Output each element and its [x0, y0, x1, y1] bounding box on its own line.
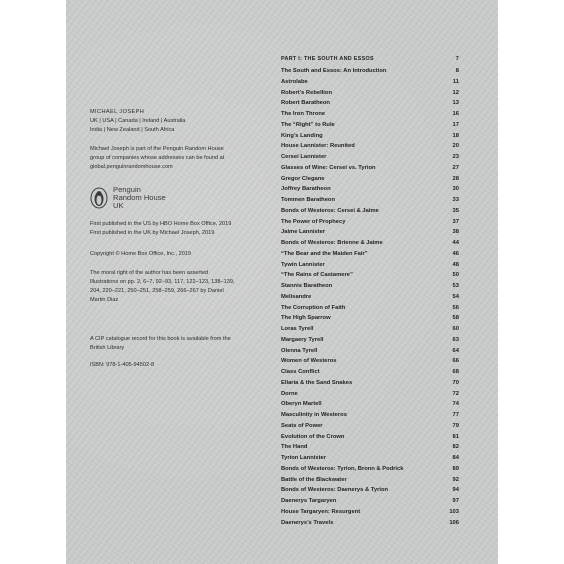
- toc-entry-title: Astrolabe: [281, 78, 308, 85]
- toc-entry: [281, 217, 459, 228]
- cip-note: [90, 335, 260, 353]
- toc-entry-page: 33: [452, 197, 459, 203]
- toc-entry: [281, 367, 459, 378]
- toc-entry-title: Stannis Baratheon: [281, 283, 333, 289]
- toc-entry-title: King’s Landing: [281, 132, 323, 139]
- toc-entry: [281, 389, 459, 400]
- cip-line: British Library: [90, 345, 125, 351]
- toc-entry: [281, 98, 459, 109]
- toc-entry-page: 72: [452, 390, 459, 397]
- toc-entry-page: 30: [452, 186, 459, 193]
- toc-entry: [281, 206, 459, 217]
- toc-entry-title: The Iron Throne: [281, 111, 326, 117]
- toc-entry: [281, 432, 459, 443]
- publisher-logo: [90, 186, 260, 210]
- toc-entry-page: 58: [452, 315, 459, 322]
- toc-entry: [281, 410, 459, 421]
- toc-entry-title: Joffrey Baratheon: [281, 186, 331, 193]
- toc-entry-title: Bonds of Westeros: Cersei & Jaime: [281, 207, 379, 214]
- toc-entry: [281, 184, 459, 195]
- toc-entry-page: 94: [452, 487, 459, 494]
- toc-entry: [281, 356, 459, 367]
- toc-entry-title: “The Rains of Castamere”: [281, 272, 353, 279]
- toc-entry-title: Dorne: [281, 390, 298, 397]
- toc-entry: [281, 475, 459, 486]
- toc-entry-page: 35: [452, 207, 459, 214]
- toc-entry: [281, 88, 459, 99]
- toc-entry-title: Daenerys’s Travels: [281, 519, 334, 526]
- toc-entry-page: 20: [452, 143, 459, 150]
- toc-entry-title: Evolution of the Crown: [281, 433, 345, 440]
- toc-entry: [281, 313, 459, 324]
- toc-entry-title: Loras Tyrell: [281, 326, 314, 332]
- toc-entry-page: 74: [452, 401, 459, 408]
- toc-entry-title: Class Conflict: [281, 369, 320, 375]
- imprint-name: MICHAEL JOSEPH: [90, 109, 145, 115]
- book-page: [66, 0, 498, 564]
- toc-entry-page: 79: [452, 422, 459, 429]
- toc-entry-page: 66: [452, 358, 459, 365]
- toc-entry-page: 11: [452, 78, 459, 85]
- toc-entry-page: 8: [455, 68, 459, 74]
- toc-entry: [281, 496, 459, 507]
- toc-entry-title: Masculinity in Westeros: [281, 412, 347, 418]
- toc-entry-page: 48: [452, 261, 459, 268]
- toc-entry-page: 28: [452, 175, 459, 182]
- toc-entry-page: 50: [452, 272, 459, 279]
- copyright-line: Copyright © Home Box Office, Inc., 2019: [90, 251, 192, 257]
- toc-entry-title: The Corruption of Faith: [281, 304, 346, 311]
- toc-entry: [281, 152, 459, 163]
- copyright-notice: [90, 250, 260, 259]
- toc-entry-title: The High Sparrow: [281, 315, 331, 322]
- group-note-line: Michael Joseph is part of the Penguin Random House: [90, 146, 224, 152]
- logo-line: Penguin: [113, 185, 141, 194]
- toc-entry-page: 106: [449, 519, 459, 526]
- toc-entry-page: 103: [449, 508, 459, 515]
- toc-entry-page: 18: [452, 132, 459, 139]
- toc-entry: [281, 335, 459, 346]
- toc-entry: [281, 174, 459, 185]
- toc-entry-title: Tommen Baratheon: [281, 197, 336, 203]
- toc-entry: [281, 292, 459, 303]
- toc-entry-title: House Lannister: Reunited: [281, 143, 355, 150]
- toc-entry: [281, 442, 459, 453]
- moral-rights-line: The moral right of the author has been asserted: [90, 270, 209, 276]
- toc-entry: [281, 227, 459, 238]
- toc-entry-page: 82: [452, 444, 459, 451]
- toc-entry: [281, 346, 459, 357]
- toc-entry-title: Bonds of Westeros: Daenerys & Tyrion: [281, 487, 389, 494]
- toc-entry-page: 70: [452, 379, 459, 386]
- toc-entry: [281, 66, 459, 77]
- toc-entry-title: Gregor Clegane: [281, 175, 325, 182]
- logo-wordmark: [113, 186, 166, 210]
- toc-entry: [281, 378, 459, 389]
- toc-entry-title: Jaime Lannister: [281, 229, 326, 236]
- toc-entry-title: The South and Essos: An Introduction: [281, 68, 387, 74]
- imprint-countries-2: India | New Zealand | South Africa: [90, 127, 175, 133]
- imprint-countries-1: UK | USA | Canada | Ireland | Australia: [90, 118, 186, 124]
- toc-entry-page: 68: [452, 369, 459, 375]
- toc-entry: [281, 249, 459, 260]
- toc-entry: [281, 399, 459, 410]
- toc-entry-title: Bonds of Westeros: Brienne & Jaime: [281, 240, 383, 246]
- toc-entry-page: 81: [452, 433, 459, 440]
- toc-entry-title: “The Bear and the Maiden Fair”: [281, 250, 368, 257]
- toc-entry-page: 89: [452, 465, 459, 472]
- toc-entry-page: 84: [452, 455, 459, 461]
- toc-entry-page: 63: [452, 336, 459, 343]
- toc-entry: [281, 518, 459, 529]
- toc-entry: [281, 281, 459, 292]
- group-note-line: group of companies whose addresses can be found at: [90, 155, 225, 161]
- toc-entry-title: Battle of the Blackwater: [281, 476, 347, 483]
- logo-line: Random House: [113, 193, 166, 202]
- toc-entry-page: 12: [452, 89, 459, 96]
- toc-entry-title: Cersei Lannister: [281, 154, 327, 160]
- toc-entry-page: 27: [452, 164, 459, 171]
- toc-entry-page: 23: [452, 154, 459, 160]
- toc-entry-title: Oberyn Martell: [281, 401, 322, 408]
- toc-entry: [281, 141, 459, 152]
- toc-entry-title: Women of Westeros: [281, 358, 337, 365]
- toc-entry-title: The Hand: [281, 444, 308, 451]
- toc-entry: [281, 260, 459, 271]
- toc-entry: [281, 453, 459, 464]
- toc-entry: [281, 109, 459, 120]
- toc-entry: [281, 163, 459, 174]
- toc-entry-title: Tyrion Lannister: [281, 455, 326, 461]
- toc-entry-title: The Power of Prophecy: [281, 218, 346, 225]
- toc-entry-page: 97: [452, 498, 459, 504]
- toc-entry-title: Ellaria & the Sand Snakes: [281, 379, 353, 386]
- toc-entry: [281, 464, 459, 475]
- copyright-column: [90, 108, 260, 378]
- toc-entry: [281, 270, 459, 281]
- moral-rights-line: Illustrations on pp. 2, 6–7, 92–93, 117, 122–123, 138–139,: [90, 279, 235, 285]
- toc-entry-page: 44: [452, 240, 459, 246]
- publication-line: First published in the UK by Michael Joseph, 2019: [90, 230, 215, 236]
- toc-entry-page: 54: [452, 293, 459, 300]
- toc-entry: [281, 195, 459, 206]
- toc-part-heading: [281, 56, 459, 66]
- isbn: [90, 361, 260, 370]
- toc-entry-title: Robert’s Rebellion: [281, 89, 332, 96]
- logo-line: UK: [113, 201, 124, 210]
- toc-entries: [281, 66, 459, 528]
- toc-entry: [281, 303, 459, 314]
- publication-history: [90, 220, 260, 238]
- toc-entry-page: 77: [452, 412, 459, 418]
- toc-entry: [281, 507, 459, 518]
- toc-part-title: PART I: THE SOUTH AND ESSOS: [281, 56, 374, 62]
- toc-entry-title: The “Right” to Rule: [281, 121, 335, 128]
- toc-entry-title: Tywin Lannister: [281, 261, 325, 268]
- toc-entry-title: Margaery Tyrell: [281, 336, 324, 343]
- toc-entry-page: 38: [452, 229, 459, 236]
- isbn-line: ISBN: 978-1-405-94502-8: [90, 362, 155, 368]
- toc-entry-page: 17: [452, 121, 459, 128]
- imprint-block: [90, 108, 260, 135]
- moral-rights-line: Martin Diaz: [90, 297, 119, 303]
- group-note-url: global.penguinrandomhouse.com: [90, 164, 173, 170]
- toc-entry-title: Olenna Tyrell: [281, 347, 318, 354]
- toc-entry-page: 64: [452, 347, 459, 354]
- toc-entry-title: Robert Baratheon: [281, 100, 330, 107]
- moral-rights-line: 204, 220–221, 250–251, 258–259, 266–267 by Daniel: [90, 288, 224, 294]
- toc-entry-title: Seats of Power: [281, 422, 323, 429]
- toc-entry-title: Bonds of Westeros: Tyrion, Bronn & Podrick: [281, 465, 404, 472]
- toc-entry-title: Daenerys Targaryen: [281, 498, 337, 504]
- penguin-icon: [90, 187, 108, 209]
- toc-entry-page: 53: [452, 283, 459, 289]
- toc-entry-page: 16: [452, 111, 459, 117]
- toc-entry: [281, 485, 459, 496]
- toc-entry: [281, 421, 459, 432]
- toc-entry: [281, 77, 459, 88]
- publication-line: First published in the US by HBO Home Box Office, 2019: [90, 221, 232, 227]
- toc-part-page: 7: [455, 56, 459, 62]
- toc-entry-page: 37: [452, 218, 459, 225]
- toc-entry-title: House Targaryen: Resurgent: [281, 508, 361, 515]
- toc-entry: [281, 120, 459, 131]
- toc-entry-page: 60: [452, 326, 459, 332]
- toc-entry-page: 92: [452, 476, 459, 483]
- cip-line: A CIP catalogue record for this book is available from the: [90, 336, 231, 342]
- toc-entry-title: Melisandre: [281, 293, 312, 300]
- toc-entry-page: 46: [452, 250, 459, 257]
- toc-entry-page: 56: [452, 304, 459, 311]
- toc-entry: [281, 324, 459, 335]
- toc-entry-page: 13: [452, 100, 459, 107]
- toc-entry-title: Glasses of Wine: Cersei vs. Tyrion: [281, 164, 376, 171]
- toc-entry: [281, 131, 459, 142]
- group-note: [90, 145, 260, 172]
- moral-rights: [90, 269, 260, 305]
- table-of-contents: [281, 56, 459, 528]
- toc-entry: [281, 238, 459, 249]
